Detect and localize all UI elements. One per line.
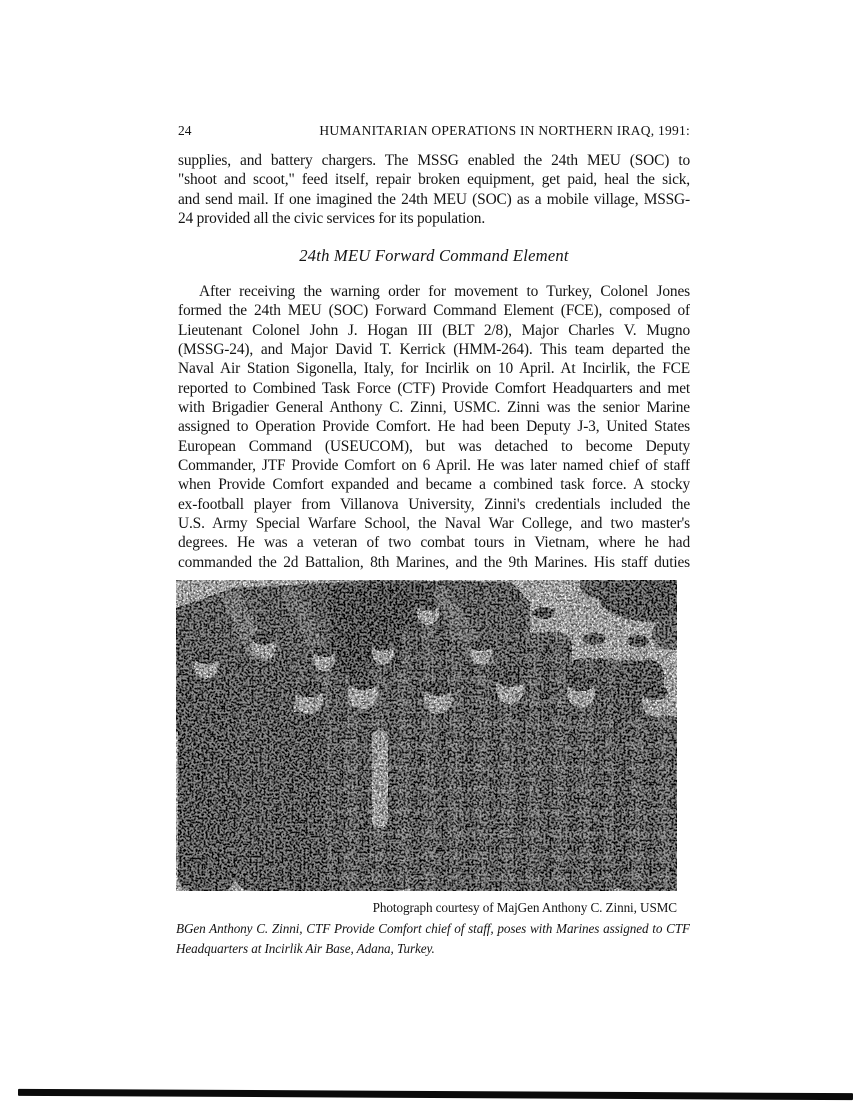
text-line: when Provide Comfort expanded and became a combined task force. A stocky	[178, 476, 690, 494]
text-line: Headquarters at Incirlik Air Base, Adana, Turkey.	[176, 940, 435, 956]
text-line: supplies, and battery chargers. The MSSG enabled the 24th MEU (SOC) to	[178, 152, 690, 169]
figure-caption	[176, 919, 690, 958]
scan-artifact-bar	[18, 1089, 853, 1100]
text-line: ex-football player from Villanova University, Zinni's credentials included the	[178, 495, 690, 513]
text-line: degrees. He was a veteran of two combat tours in Vietnam, where he had	[178, 534, 690, 552]
text-line: Naval Air Station Sigonella, Italy, for Incirlik on 10 April. At Incirlik, the FCE	[178, 360, 690, 378]
paragraph-2	[178, 282, 690, 572]
running-title: HUMANITARIAN OPERATIONS IN NORTHERN IRAQ, 1991:	[319, 123, 690, 138]
text-line: "shoot and scoot," feed itself, repair broken equipment, get paid, heal the sick,	[178, 171, 690, 189]
text-line: with Brigadier General Anthony C. Zinni, USMC. Zinni was the senior Marine	[178, 399, 690, 417]
halftone-grain-light	[176, 580, 677, 891]
text-line: European Command (USEUCOM), but was detached to become Deputy	[178, 437, 690, 455]
text-line: Commander, JTF Provide Comfort on 6 April. He was later named chief of staff	[178, 457, 690, 475]
paragraph-1	[178, 151, 690, 228]
text-line: 24 provided all the civic services for its population.	[178, 210, 486, 228]
text-line: BGen Anthony C. Zinni, CTF Provide Comfort chief of staff, poses with Marines assigned to CTF	[176, 921, 690, 936]
text-line: U.S. Army Special Warfare School, the Naval War College, and two master's	[178, 515, 690, 533]
text-line: commanded the 2d Battalion, 8th Marines, and the 9th Marines. His staff duties	[178, 553, 690, 571]
photo-credit: Photograph courtesy of MajGen Anthony C. Zinni, USMC	[372, 900, 677, 915]
text-line: and send mail. If one imagined the 24th MEU (SOC) as a mobile village, MSSG-	[178, 190, 690, 208]
photograph-figure	[176, 580, 677, 891]
text-line: Lieutenant Colonel John J. Hogan III (BLT 2/8), Major Charles V. Mugno	[178, 321, 690, 339]
text-line: (MSSG-24), and Major David T. Kerrick (HMM-264). This team departed the	[178, 341, 690, 359]
section-heading: 24th MEU Forward Command Element	[299, 246, 569, 265]
text-line: After receiving the warning order for movement to Turkey, Colonel Jones	[199, 283, 690, 300]
text-line: formed the 24th MEU (SOC) Forward Command Element (FCE), composed of	[178, 302, 690, 320]
text-line: reported to Combined Task Force (CTF) Provide Comfort Headquarters and met	[178, 379, 690, 397]
running-head	[178, 123, 690, 139]
text-line: assigned to Operation Provide Comfort. He had been Deputy J-3, United States	[178, 418, 690, 436]
page-number: 24	[178, 123, 192, 138]
marines-group-photograph	[176, 580, 677, 891]
